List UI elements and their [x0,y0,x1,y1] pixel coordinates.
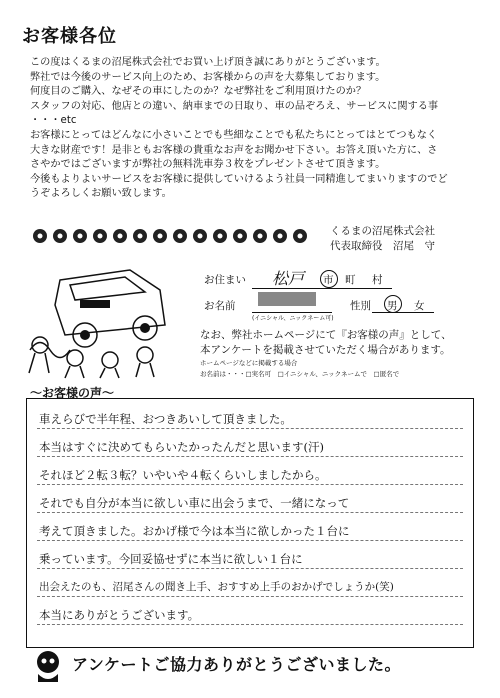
rule-line [37,455,463,457]
intro-line: お客様にとってはどんなに小さいことでも些細なことでも私たちにとってはとてつもなく [30,129,438,141]
rule-line [37,595,463,597]
intro-line: ・・・etc [30,115,77,127]
flower-border [30,225,310,247]
rule-line [37,539,463,541]
voice-section-title: ～お客様の声～ [30,386,115,400]
company-name: くるまの沼尾株式会社 [330,225,435,237]
handwritten-line: それでも自分が本当に欲しい車に出会うまで、一緒になって [39,496,350,510]
town-suffix[interactable]: 町 [345,274,356,286]
rule-line [37,511,463,513]
intro-line: 何度目のご購入、なぜその車にしたのか？なぜ弊社をご利用頂けたのか？ [30,86,367,98]
handwritten-line: 本当にありがとうございます。 [39,608,200,622]
fine-print [200,358,399,380]
rule-line [37,623,463,625]
handwritten-line: 出会えたのも、沼尾さんの聞き上手、おすすめ上手のおかげでしょうか(笑) [39,581,394,593]
handwritten-line: 乗っています。今回妥協せずに本当に欲しい１台に [39,552,303,566]
intro-line: うぞよろしくお願い致します。 [30,188,172,200]
mascot-icon [28,646,68,686]
name-hint: (イニシャル、ニックネーム可) [252,315,334,322]
website-note: なお、弊社ホームページにて『お客様の声』として、本アンケートを掲載させていただく場合があります。 [200,329,452,356]
fine-print-options: お名前は・・・□実名可 □イニシャル、ニックネームで □匿名で [200,370,400,378]
handwritten-line: それほど２転３転？いやいや４転くらいしましたから。 [39,468,327,482]
company-signature [330,224,435,254]
intro-line: さやかではございますが弊社の無料洗車券３枚をプレゼントさせて頂きます。 [30,159,386,171]
handwritten-line: 考えて頂きました。おかげ様で今は本当に欲しかった１台に [39,524,350,538]
intro-line: スタッフの対応、他店との違い、納車までの日取り、車の品ぞろえ、サービスに関する事 [30,100,439,112]
gender-male[interactable]: 男 [387,300,398,312]
handwritten-line: 本当はすぐに決めてもらいたかったんだと思います(汗) [39,440,324,454]
address-value[interactable]: 松戸 [272,269,305,288]
intro-line: この度はくるまの沼尾株式会社でお買い上げ頂き誠にありがとうございます。 [30,57,386,68]
city-suffix[interactable]: 市 [323,274,334,286]
gender-label: 性別 [350,300,371,312]
fine-print-heading: ホームページなどに掲載する場合 [200,359,298,367]
intro-line: 弊社では今後のサービス向上のため、お客様からの声を大募集しております。 [30,71,386,83]
page-title: お客様各位 [22,26,117,47]
name-label: お名前 [204,300,236,312]
rule-line [37,427,463,429]
village-suffix[interactable]: 村 [372,274,383,286]
car-illustration [20,250,180,380]
company-representative: 代表取締役 沼尾 守 [330,240,435,252]
gender-female[interactable]: 女 [414,300,425,312]
customer-voice-box[interactable] [26,398,474,648]
name-redacted [258,292,316,306]
intro-line: 大きな財産です！是非ともお客様の貴重なお声をお聞かせ下さい。お答え頂いた方に、さ [30,144,438,156]
thanks-message: アンケートご協力ありがとうございました。 [72,655,402,674]
rule-line [37,483,463,485]
rule-line [37,567,463,569]
handwritten-line: 車えらびで半年程、おつきあいして頂きました。 [39,412,292,426]
intro-paragraph [30,56,470,202]
address-label: お住まい [204,274,246,286]
gender-line [372,312,434,313]
intro-line: 今後もよりよいサービスをお客様に提供していけるよう社員一同精進してまいりますのでど [30,173,448,185]
